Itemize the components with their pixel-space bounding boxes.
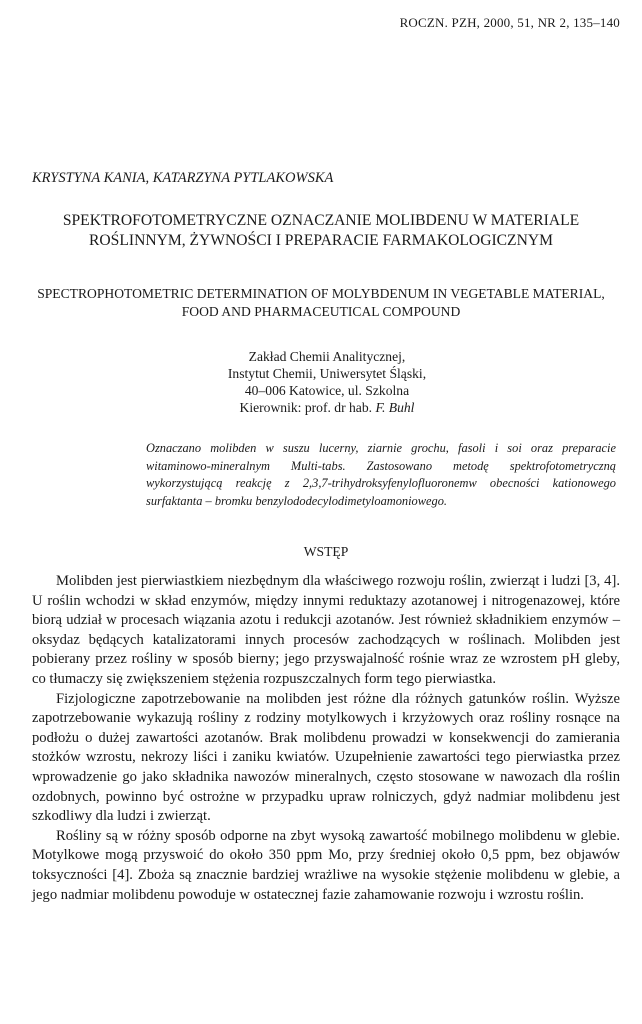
affiliation-line-4: [12, 399, 642, 416]
affiliation: [0, 348, 642, 416]
paragraph-3: Rośliny są w różny sposób odporne na zbyt wysoką zawartość mobilnego molibdenu w glebie. Motylkowe mogą przyswoić do około 350 ppm Mo, przy średniej około 0,5 ppm, bez objawów toksyczności [4]. Zboża są znacznie bardziej wrażliwe na wysokie stężenie molibdenu w glebie, a jego nadmiar molibdenu powoduje w ostatecznej fazie zahamowanie rozwoju i wzrostu roślin.: [32, 827, 620, 903]
authors: KRYSTYNA KANIA, KATARZYNA PYTLAKOWSKA: [32, 170, 334, 186]
title-polish: SPEKTROFOTOMETRYCZNE OZNACZANIE MOLIBDENU W MATERIALE ROŚLINNYM, ŻYWNOŚCI I PREPARACIE FARMAKOLOGICZNYM: [62, 212, 580, 249]
paragraph-2: Fizjologiczne zapotrzebowanie na molibden jest różne dla różnych gatunków roślin. Wyższe zapotrzebowanie wykazują rośliny z rodziny motylkowych i krzyżowych oraz rośliny rosnące na podłożu o dużej zawartości azotanów. Brak molibdenu prowadzi w konsekwencji do zamierania stożków wzrostu, nekrozy liści i zaniku kwiatów. Uzupełnienie zawartości tego pierwiastka przez wprowadzenie go jako składnika nawozów mineralnych, często stosowane w nawozach dla roślin ozdobnych, powinno być ostrożne w przypadku upraw rolniczych, gdyż nadmiar molibdenu jest szkodliwy dla ludzi i zwierząt.: [32, 690, 620, 825]
affiliation-line-1: Zakład Chemii Analitycznej,: [248, 349, 406, 364]
affiliation-head-name: F. Buhl: [375, 400, 415, 415]
affiliation-line-2: Instytut Chemii, Uniwersytet Śląski,: [227, 366, 427, 381]
affiliation-line-3: 40–006 Katowice, ul. Szkolna: [244, 383, 410, 398]
affiliation-head-title: Kierownik: prof. dr hab.: [239, 400, 376, 415]
journal-reference: ROCZN. PZH, 2000, 51, NR 2, 135–140: [399, 15, 620, 30]
section-heading: WSTĘP: [303, 544, 349, 559]
paragraph-1: Molibden jest pierwiastkiem niezbędnym dla właściwego rozwoju roślin, zwierząt i ludzi [3, 4]. U roślin wchodzi w skład enzymów, między innymi reduktazy azotanowej i nitrogenazowej, które biorą udział w procesach wiązania azotu i redukcji azotanów. Jest również składnikiem enzymów – oksydaz będących katalizatorami innych procesów zachodzących w roślinach. Molibden jest pobierany przez rośliny w sposób bierny; jego przyswajalność rośnie wraz ze wzrostem pH gleby, co tłumaczy się zwiększeniem stężenia rozpuszczalnych form tego pierwiastka.: [32, 573, 620, 687]
body-text: [32, 572, 620, 905]
title-english: SPECTROPHOTOMETRIC DETERMINATION OF MOLYBDENUM IN VEGETABLE MATERIAL, FOOD AND PHARMACEUTICAL COMPOUND: [37, 286, 605, 319]
abstract: Oznaczano molibden w suszu lucerny, ziarnie grochu, fasoli i soi oraz preparacie witaminowo-mineralnym Multi-tabs. Zastosowano metodę spektrofotometryczną wykorzystującą reakcję z 2,3,7-trihydroksyfenylofluoronemw obecności kationowego surfaktanta – bromku benzylododecylodimetyloamoniowego.: [146, 441, 616, 508]
